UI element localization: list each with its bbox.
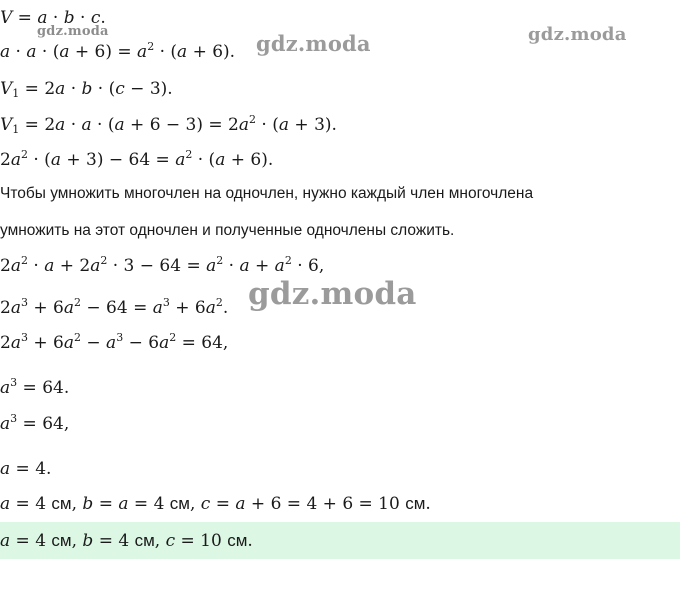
answer-text: a = 4 см, b = 4 см, c = 10 см. [0,531,253,551]
rule-text-line-1: Чтобы умножить многочлен на одночлен, нужно каждый член многочлена [0,185,534,202]
formula-equation: $2a^2 \cdot (a + 3) - 64 = a^2 \cdot (a + 6)$. [0,148,274,170]
formula-simplified: $2a^3 + 6a^2 - 64 = a^3 + 6a^2$. [0,296,229,318]
watermark-top-mid: gdz.moda [256,31,371,56]
formula-a-value: a = 4. [0,459,52,479]
unit-cm: см [134,531,155,550]
formula-cube-1: $a^3 = 64$. [0,376,70,398]
watermark-middle-big: gdz.moda [248,276,417,312]
formula-cube-2: $a^3 = 64$, [0,412,70,434]
watermark-top-small: gdz.moda [37,24,109,39]
formula-volume-substituted: $a \cdot a \cdot (a + 6) = a^2 \cdot (a + 6)$. [0,40,236,62]
formula-expanded: $2a^2 \cdot a + 2a^2 \cdot 3 - 64 = a^2 \cdot a + a^2 \cdot 6$, [0,254,325,276]
unit-cm: см [405,494,426,513]
watermark-top-right: gdz.moda [528,24,627,45]
unit-cm: см [51,531,72,550]
rule-text-line-2: умножить на этот одночлен и полученные одночлены сложить. [0,222,455,239]
unit-cm: см [51,494,72,513]
formula-volume: V = a · b · c. [0,8,106,28]
formula-new-volume: $V_1 = 2a \cdot b \cdot (c - 3)$. [0,79,173,100]
formula-moved: $2a^3 + 6a^2 - a^3 - 6a^2 = 64$, [0,331,229,353]
formula-new-volume-substituted: $V_1 = 2a \cdot a \cdot (a + 6 - 3) = 2a^2 \cdot (a + 3)$. [0,113,337,136]
unit-cm: см [169,494,190,513]
formula-dimensions: a = 4 см, b = a = 4 см, c = a + 6 = 4 + 6 = 10 см. [0,494,431,514]
unit-cm: см [227,531,248,550]
